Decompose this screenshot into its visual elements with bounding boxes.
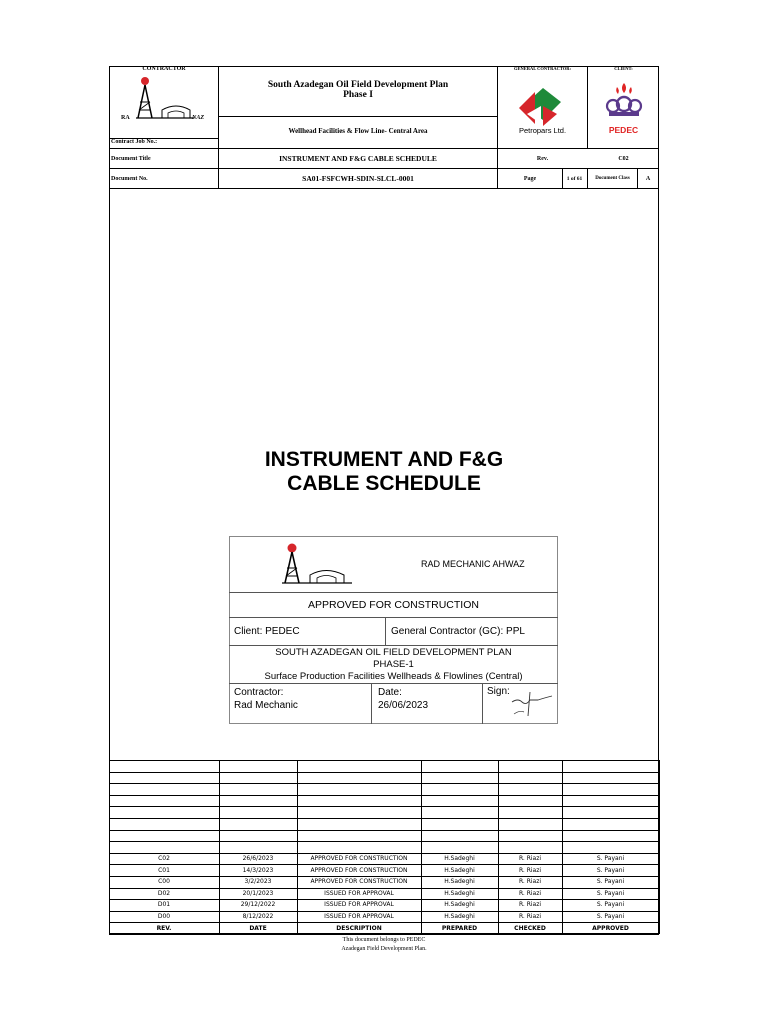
revision-cell: H.Sadeghi xyxy=(444,889,475,897)
table-rule xyxy=(109,841,659,842)
stamp-sign-label: Sign: xyxy=(487,686,510,697)
revision-cell: C02 xyxy=(158,855,170,863)
table-rule xyxy=(109,772,659,773)
revision-cell: R. Riazi xyxy=(518,901,542,909)
revision-header-cell: DATE xyxy=(249,924,267,932)
footer-note xyxy=(109,936,659,954)
revision-header-cell: REV. xyxy=(156,924,172,932)
revision-cell: C01 xyxy=(158,866,170,874)
page-value: 1 of 61 xyxy=(566,175,583,182)
revision-cell: R. Riazi xyxy=(518,913,542,921)
project-title xyxy=(219,80,497,100)
doc-no-value: SA01-FSFCWH-SDIN-SLCL-0001 xyxy=(302,174,414,183)
petropars-logo xyxy=(513,84,573,130)
contractor-logo-text-right: NAZ xyxy=(192,115,204,121)
doc-class-label: Document Class xyxy=(595,175,630,181)
revision-cell: R. Riazi xyxy=(518,889,542,897)
revision-cell: R. Riazi xyxy=(518,855,542,863)
stamp-general-contractor: General Contractor (GC): PPL xyxy=(391,626,525,637)
doc-no-label: Document No. xyxy=(111,175,148,182)
stamp-project-line2: PHASE-1 xyxy=(373,659,414,670)
table-column-rule xyxy=(659,760,660,934)
revision-header-cell: CHECKED xyxy=(514,924,546,932)
stamp-approval: APPROVED FOR CONSTRUCTION xyxy=(308,599,479,611)
revision-cell: H.Sadeghi xyxy=(444,855,475,863)
table-rule xyxy=(109,795,659,796)
revision-cell: S. Payani xyxy=(596,913,625,921)
table-rule xyxy=(109,934,659,935)
rev-value: C02 xyxy=(618,155,629,162)
stamp-logo xyxy=(278,540,358,588)
revision-header-cell: DESCRIPTION xyxy=(336,924,382,932)
revision-cell: APPROVED FOR CONSTRUCTION xyxy=(310,878,408,886)
contractor-logo-text-left: RA xyxy=(121,115,130,121)
contractor-label: CONTRACTOR xyxy=(142,66,186,72)
stamp-contractor xyxy=(234,686,298,712)
revision-cell: S. Payani xyxy=(596,889,625,897)
pedec-logo xyxy=(601,80,647,124)
pedec-name: PEDEC xyxy=(608,125,639,135)
revision-cell: 3/2/2023 xyxy=(244,878,272,886)
stamp-contractor-label: Contractor: xyxy=(234,687,284,698)
client-label: CLIENT: xyxy=(614,66,633,71)
revision-cell: ISSUED FOR APPROVAL xyxy=(324,889,394,897)
contract-job-label: Contract Job No.: xyxy=(111,139,158,145)
revision-header-cell: PREPARED xyxy=(441,924,478,932)
revision-cell: H.Sadeghi xyxy=(444,913,475,921)
revision-cell: APPROVED FOR CONSTRUCTION xyxy=(310,866,408,874)
stamp-date xyxy=(378,686,428,712)
doc-title-value: INSTRUMENT AND F&G CABLE SCHEDULE xyxy=(279,154,437,163)
revision-cell: D02 xyxy=(157,889,171,897)
revision-cell: 8/12/2022 xyxy=(242,913,274,921)
revision-cell: H.Sadeghi xyxy=(444,878,475,886)
main-title xyxy=(109,448,659,496)
main-title-line2: CABLE SCHEDULE xyxy=(287,472,481,495)
revision-cell: D01 xyxy=(157,901,171,909)
revision-cell: S. Payani xyxy=(596,866,625,874)
gc-label: GENERAL CONTRACTOR: xyxy=(513,66,572,71)
stamp-contractor-value: Rad Mechanic xyxy=(234,700,298,711)
page-frame xyxy=(109,66,659,934)
revision-cell: H.Sadeghi xyxy=(444,866,475,874)
revision-cell: 26/6/2023 xyxy=(242,855,274,863)
petropars-name: Petropars Ltd. xyxy=(518,126,567,135)
main-title-line1: INSTRUMENT AND F&G xyxy=(264,448,504,471)
revision-cell: S. Payani xyxy=(596,901,625,909)
doc-class-value: A xyxy=(645,175,651,182)
stamp-project-line3: Surface Production Facilities Wellheads & Flowlines (Central) xyxy=(264,671,523,682)
revision-cell: C00 xyxy=(158,878,170,886)
stamp-date-value: 26/06/2023 xyxy=(378,700,429,711)
revision-cell: H.Sadeghi xyxy=(444,901,475,909)
area-title: Wellhead Facilities & Flow Line- Central Area xyxy=(288,127,428,135)
revision-cell: ISSUED FOR APPROVAL xyxy=(324,913,394,921)
stamp-company: RAD MECHANIC AHWAZ xyxy=(421,559,525,569)
revision-cell: ISSUED FOR APPROVAL xyxy=(324,901,394,909)
revision-cell: R. Riazi xyxy=(518,878,542,886)
footer-line2: Azadegan Field Development Plan. xyxy=(341,946,427,952)
revision-cell: APPROVED FOR CONSTRUCTION xyxy=(310,855,408,863)
stamp-project-line1: SOUTH AZADEGAN OIL FIELD DEVELOPMENT PLAN xyxy=(275,647,512,658)
revision-cell: S. Payani xyxy=(596,878,625,886)
stamp-project xyxy=(229,647,558,683)
table-rule xyxy=(109,818,659,819)
revision-cell: 29/12/2022 xyxy=(240,901,276,909)
stamp-date-label: Date: xyxy=(378,687,402,698)
page-label: Page xyxy=(523,175,537,182)
table-rule xyxy=(109,806,659,807)
revision-cell: D00 xyxy=(157,913,171,921)
table-rule xyxy=(109,783,659,784)
doc-title-label: Document Title xyxy=(111,155,151,162)
signature-mark xyxy=(508,688,554,720)
revision-cell: R. Riazi xyxy=(518,866,542,874)
stamp-client: Client: PEDEC xyxy=(234,626,300,637)
rev-label: Rev. xyxy=(536,155,549,162)
table-rule xyxy=(109,830,659,831)
revision-cell: 14/3/2023 xyxy=(242,866,274,874)
project-title-line2: Phase I xyxy=(343,90,373,100)
footer-line1: This document belongs to PEDEC xyxy=(342,937,426,943)
project-title-line1: South Azadegan Oil Field Development Plan xyxy=(267,80,449,90)
revision-header-cell: APPROVED xyxy=(592,924,629,932)
table-rule xyxy=(109,760,659,761)
revision-cell: 20/1/2023 xyxy=(242,889,274,897)
revision-cell: S. Payani xyxy=(596,855,625,863)
